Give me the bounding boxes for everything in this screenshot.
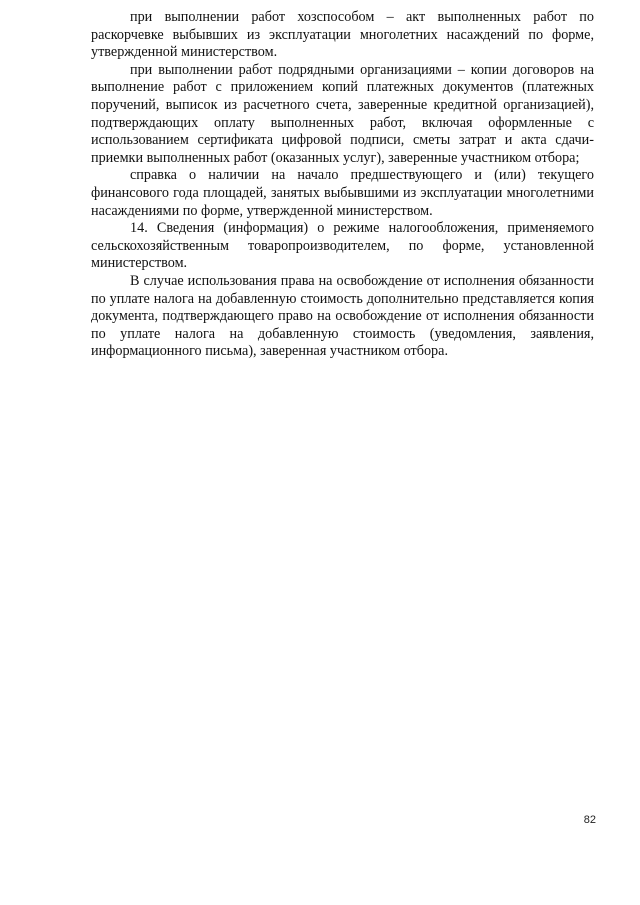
document-body xyxy=(91,9,594,361)
paragraph-works-own-forces: при выполнении работ хозспособом – акт выполненных работ по раскорчевке выбывших из эксплуатации многолетних насаждений по форме, утвержденной министерством. xyxy=(91,9,594,61)
page-number: 82 xyxy=(583,814,596,826)
paragraph-vat-exemption: В случае использования права на освобождение от исполнения обязанности по уплате налога на добавленную стоимость дополнительно представляется копия документа, подтверждающего право на освобождение от исполнения обязанности по уплате налога на добавленную стоимость (уведомления, заявления, информационного письма), заверенная участником отбора. xyxy=(91,272,594,360)
paragraph-works-contractors: при выполнении работ подрядными организациями – копии договоров на выполнение работ с приложением копий платежных документов (платежных поручений, выписок из расчетного счета, заверенные кредитной организацией), подтверждающих оплату выполненных работ, включая оформленные с использованием сертификата цифровой подписи, сметы затрат и акта сдачи-приемки выполненных работ (оказанных услуг), заверенные участником отбора; xyxy=(91,61,594,166)
paragraph-tax-regime-item-14: 14. Сведения (информация) о режиме налогообложения, применяемого сельскохозяйственным товаропроизводителем, по форме, установленной министерством. xyxy=(91,220,594,272)
paragraph-areas-certificate: справка о наличии на начало предшествующего и (или) текущего финансового года площадей, занятых выбывшими из эксплуатации многолетними насаждениями по форме, утвержденной министерством. xyxy=(91,167,594,219)
